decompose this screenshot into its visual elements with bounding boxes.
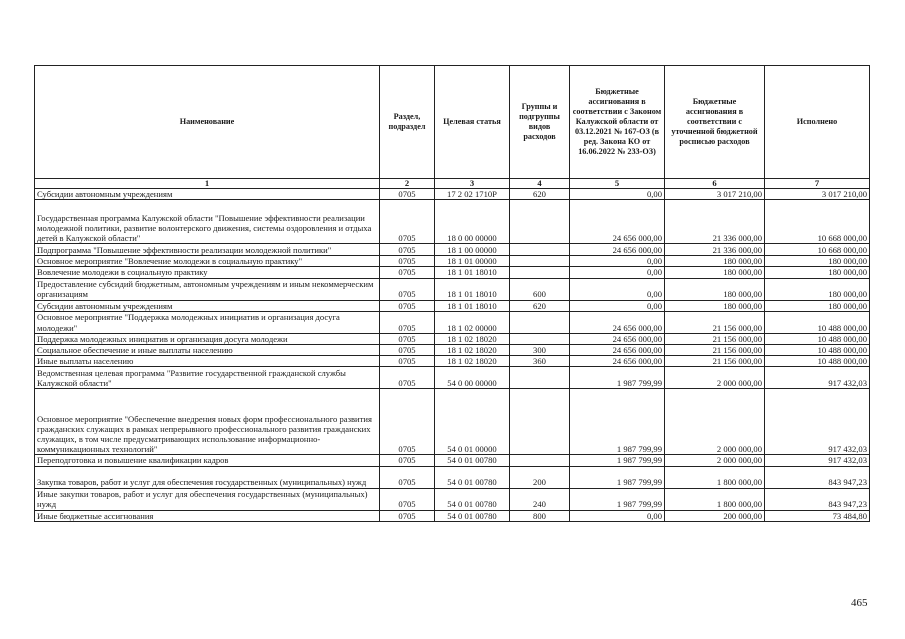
row-target-article: 18 1 01 00000 (435, 256, 510, 267)
row-section: 0705 (380, 466, 435, 488)
column-number: 1 (35, 179, 380, 189)
row-revised-allocation: 21 156 000,00 (665, 311, 765, 333)
row-executed: 10 668 000,00 (765, 200, 870, 244)
table-row (35, 455, 870, 466)
row-target-article: 18 1 02 18020 (435, 333, 510, 344)
column-number: 2 (380, 179, 435, 189)
column-number: 5 (570, 179, 665, 189)
row-revised-allocation: 180 000,00 (665, 300, 765, 311)
row-law-allocation: 1 987 799,99 (570, 389, 665, 455)
row-target-article: 18 1 02 18020 (435, 356, 510, 367)
table-row (35, 367, 870, 389)
row-expense-group (510, 267, 570, 278)
row-law-allocation: 1 987 799,99 (570, 466, 665, 488)
row-expense-group (510, 256, 570, 267)
row-name: Субсидии автономным учреждениям (35, 300, 380, 311)
row-target-article: 18 1 01 18010 (435, 278, 510, 300)
table-row (35, 244, 870, 256)
table-row (35, 267, 870, 278)
row-expense-group: 360 (510, 356, 570, 367)
row-name: Подпрограмма "Повышение эффективности реализации молодежной политики" (35, 244, 380, 256)
row-target-article: 17 2 02 1710P (435, 189, 510, 200)
row-name: Поддержка молодежных инициатив и организация досуга молодежи (35, 333, 380, 344)
table-row (35, 466, 870, 488)
row-section: 0705 (380, 345, 435, 356)
row-section: 0705 (380, 256, 435, 267)
row-law-allocation: 24 656 000,00 (570, 244, 665, 256)
table-row (35, 300, 870, 311)
row-name: Основное мероприятие "Обеспечение внедрения новых форм профессионального развития гражданских служащих в рамках непрерывного профессионального развития гражданских служащих, в том числе предусматривающих использование информационно-коммуникационных технологий" (35, 389, 380, 455)
row-section: 0705 (380, 244, 435, 256)
row-name: Иные бюджетные ассигнования (35, 510, 380, 521)
row-expense-group (510, 333, 570, 344)
row-law-allocation: 0,00 (570, 256, 665, 267)
row-revised-allocation: 3 017 210,00 (665, 189, 765, 200)
row-expense-group: 800 (510, 510, 570, 521)
row-expense-group: 620 (510, 189, 570, 200)
row-revised-allocation: 180 000,00 (665, 278, 765, 300)
column-number: 4 (510, 179, 570, 189)
row-target-article: 18 0 00 00000 (435, 200, 510, 244)
row-law-allocation: 0,00 (570, 278, 665, 300)
row-executed: 180 000,00 (765, 256, 870, 267)
table-row (35, 256, 870, 267)
row-revised-allocation: 2 000 000,00 (665, 455, 765, 466)
row-target-article: 18 1 02 00000 (435, 311, 510, 333)
row-target-article: 18 1 01 18010 (435, 267, 510, 278)
row-name: Закупка товаров, работ и услуг для обеспечения государственных (муниципальных) нужд (35, 466, 380, 488)
row-name: Иные выплаты населению (35, 356, 380, 367)
row-revised-allocation: 2 000 000,00 (665, 367, 765, 389)
table-row (35, 488, 870, 510)
row-executed: 917 432,03 (765, 367, 870, 389)
table-row (35, 200, 870, 244)
header-expense-group: Группы и подгруппы видов расходов (510, 66, 570, 179)
table-row (35, 278, 870, 300)
column-number: 7 (765, 179, 870, 189)
row-section: 0705 (380, 311, 435, 333)
row-law-allocation: 24 656 000,00 (570, 333, 665, 344)
row-revised-allocation: 21 336 000,00 (665, 244, 765, 256)
row-section: 0705 (380, 189, 435, 200)
row-executed: 10 488 000,00 (765, 345, 870, 356)
row-executed: 10 488 000,00 (765, 333, 870, 344)
header-executed: Исполнено (765, 66, 870, 179)
row-target-article: 54 0 01 00000 (435, 389, 510, 455)
row-name: Социальное обеспечение и иные выплаты населению (35, 345, 380, 356)
row-revised-allocation: 180 000,00 (665, 256, 765, 267)
row-name: Иные закупки товаров, работ и услуг для обеспечения государственных (муниципальных) нужд (35, 488, 380, 510)
row-name: Основное мероприятие "Поддержка молодежных инициатив и организация досуга молодежи" (35, 311, 380, 333)
row-expense-group (510, 389, 570, 455)
table-row (35, 389, 870, 455)
row-executed: 180 000,00 (765, 278, 870, 300)
row-expense-group: 200 (510, 466, 570, 488)
header-revised-allocations: Бюджетные ассигнования в соответствии с уточненной бюджетной росписью расходов (665, 66, 765, 179)
column-number: 6 (665, 179, 765, 189)
row-executed: 10 488 000,00 (765, 311, 870, 333)
row-section: 0705 (380, 455, 435, 466)
row-revised-allocation: 21 156 000,00 (665, 356, 765, 367)
row-law-allocation: 1 987 799,99 (570, 455, 665, 466)
header-name: Наименование (35, 66, 380, 179)
row-section: 0705 (380, 333, 435, 344)
row-target-article: 54 0 00 00000 (435, 367, 510, 389)
row-section: 0705 (380, 488, 435, 510)
row-executed: 73 484,80 (765, 510, 870, 521)
row-name: Ведомственная целевая программа "Развитие государственной гражданской службы Калужской области" (35, 367, 380, 389)
row-law-allocation: 24 656 000,00 (570, 356, 665, 367)
row-executed: 917 432,03 (765, 455, 870, 466)
row-expense-group: 600 (510, 278, 570, 300)
row-executed: 917 432,03 (765, 389, 870, 455)
row-section: 0705 (380, 278, 435, 300)
row-name: Переподготовка и повышение квалификации кадров (35, 455, 380, 466)
row-section: 0705 (380, 510, 435, 521)
row-section: 0705 (380, 389, 435, 455)
row-law-allocation: 0,00 (570, 189, 665, 200)
row-law-allocation: 24 656 000,00 (570, 345, 665, 356)
row-law-allocation: 24 656 000,00 (570, 311, 665, 333)
row-expense-group (510, 367, 570, 389)
row-law-allocation: 0,00 (570, 300, 665, 311)
row-executed: 843 947,23 (765, 466, 870, 488)
row-expense-group (510, 455, 570, 466)
row-section: 0705 (380, 356, 435, 367)
table-row (35, 510, 870, 521)
header-target-article: Целевая статья (435, 66, 510, 179)
row-name: Основное мероприятие "Вовлечение молодежи в социальную практику" (35, 256, 380, 267)
row-executed: 10 488 000,00 (765, 356, 870, 367)
row-executed: 180 000,00 (765, 300, 870, 311)
row-name: Вовлечение молодежи в социальную практику (35, 267, 380, 278)
row-revised-allocation: 21 336 000,00 (665, 200, 765, 244)
row-section: 0705 (380, 267, 435, 278)
table-body (35, 189, 870, 522)
row-revised-allocation: 21 156 000,00 (665, 345, 765, 356)
row-name: Субсидии автономным учреждениям (35, 189, 380, 200)
row-law-allocation: 0,00 (570, 267, 665, 278)
row-target-article: 54 0 01 00780 (435, 466, 510, 488)
table-row (35, 333, 870, 344)
column-number: 3 (435, 179, 510, 189)
row-law-allocation: 1 987 799,99 (570, 488, 665, 510)
row-revised-allocation: 1 800 000,00 (665, 466, 765, 488)
row-name: Предоставление субсидий бюджетным, автономным учреждениям и иным некоммерческим организациям (35, 278, 380, 300)
row-law-allocation: 0,00 (570, 510, 665, 521)
row-law-allocation: 24 656 000,00 (570, 200, 665, 244)
header-section: Раздел, подраздел (380, 66, 435, 179)
table-row (35, 311, 870, 333)
row-revised-allocation: 21 156 000,00 (665, 333, 765, 344)
row-target-article: 18 1 02 18020 (435, 345, 510, 356)
table-row (35, 345, 870, 356)
row-target-article: 18 1 01 18010 (435, 300, 510, 311)
row-executed: 3 017 210,00 (765, 189, 870, 200)
column-number-row (35, 179, 870, 189)
row-executed: 180 000,00 (765, 267, 870, 278)
row-revised-allocation: 2 000 000,00 (665, 389, 765, 455)
header-law-allocations: Бюджетные ассигнования в соответствии с Законом Калужской области от 03.12.2021 № 167-ОЗ (в ред. Закона КО от 16.06.2022 № 233-ОЗ) (570, 66, 665, 179)
row-expense-group (510, 200, 570, 244)
row-executed: 10 668 000,00 (765, 244, 870, 256)
page-number: 465 (851, 597, 868, 609)
row-executed: 843 947,23 (765, 488, 870, 510)
row-target-article: 54 0 01 00780 (435, 455, 510, 466)
row-law-allocation: 1 987 799,99 (570, 367, 665, 389)
row-revised-allocation: 200 000,00 (665, 510, 765, 521)
row-revised-allocation: 1 800 000,00 (665, 488, 765, 510)
table-row (35, 189, 870, 200)
row-section: 0705 (380, 200, 435, 244)
row-expense-group (510, 244, 570, 256)
row-expense-group: 300 (510, 345, 570, 356)
table-row (35, 356, 870, 367)
row-expense-group: 620 (510, 300, 570, 311)
budget-execution-table (34, 65, 870, 522)
row-revised-allocation: 180 000,00 (665, 267, 765, 278)
row-section: 0705 (380, 300, 435, 311)
row-target-article: 54 0 01 00780 (435, 510, 510, 521)
row-expense-group: 240 (510, 488, 570, 510)
row-section: 0705 (380, 367, 435, 389)
row-target-article: 54 0 01 00780 (435, 488, 510, 510)
row-expense-group (510, 311, 570, 333)
row-target-article: 18 1 00 00000 (435, 244, 510, 256)
header-row (35, 66, 870, 179)
row-name: Государственная программа Калужской области "Повышение эффективности реализации молодежной политики, развитие волонтерского движения, системы оздоровления и отдыха детей в Калужской области" (35, 200, 380, 244)
